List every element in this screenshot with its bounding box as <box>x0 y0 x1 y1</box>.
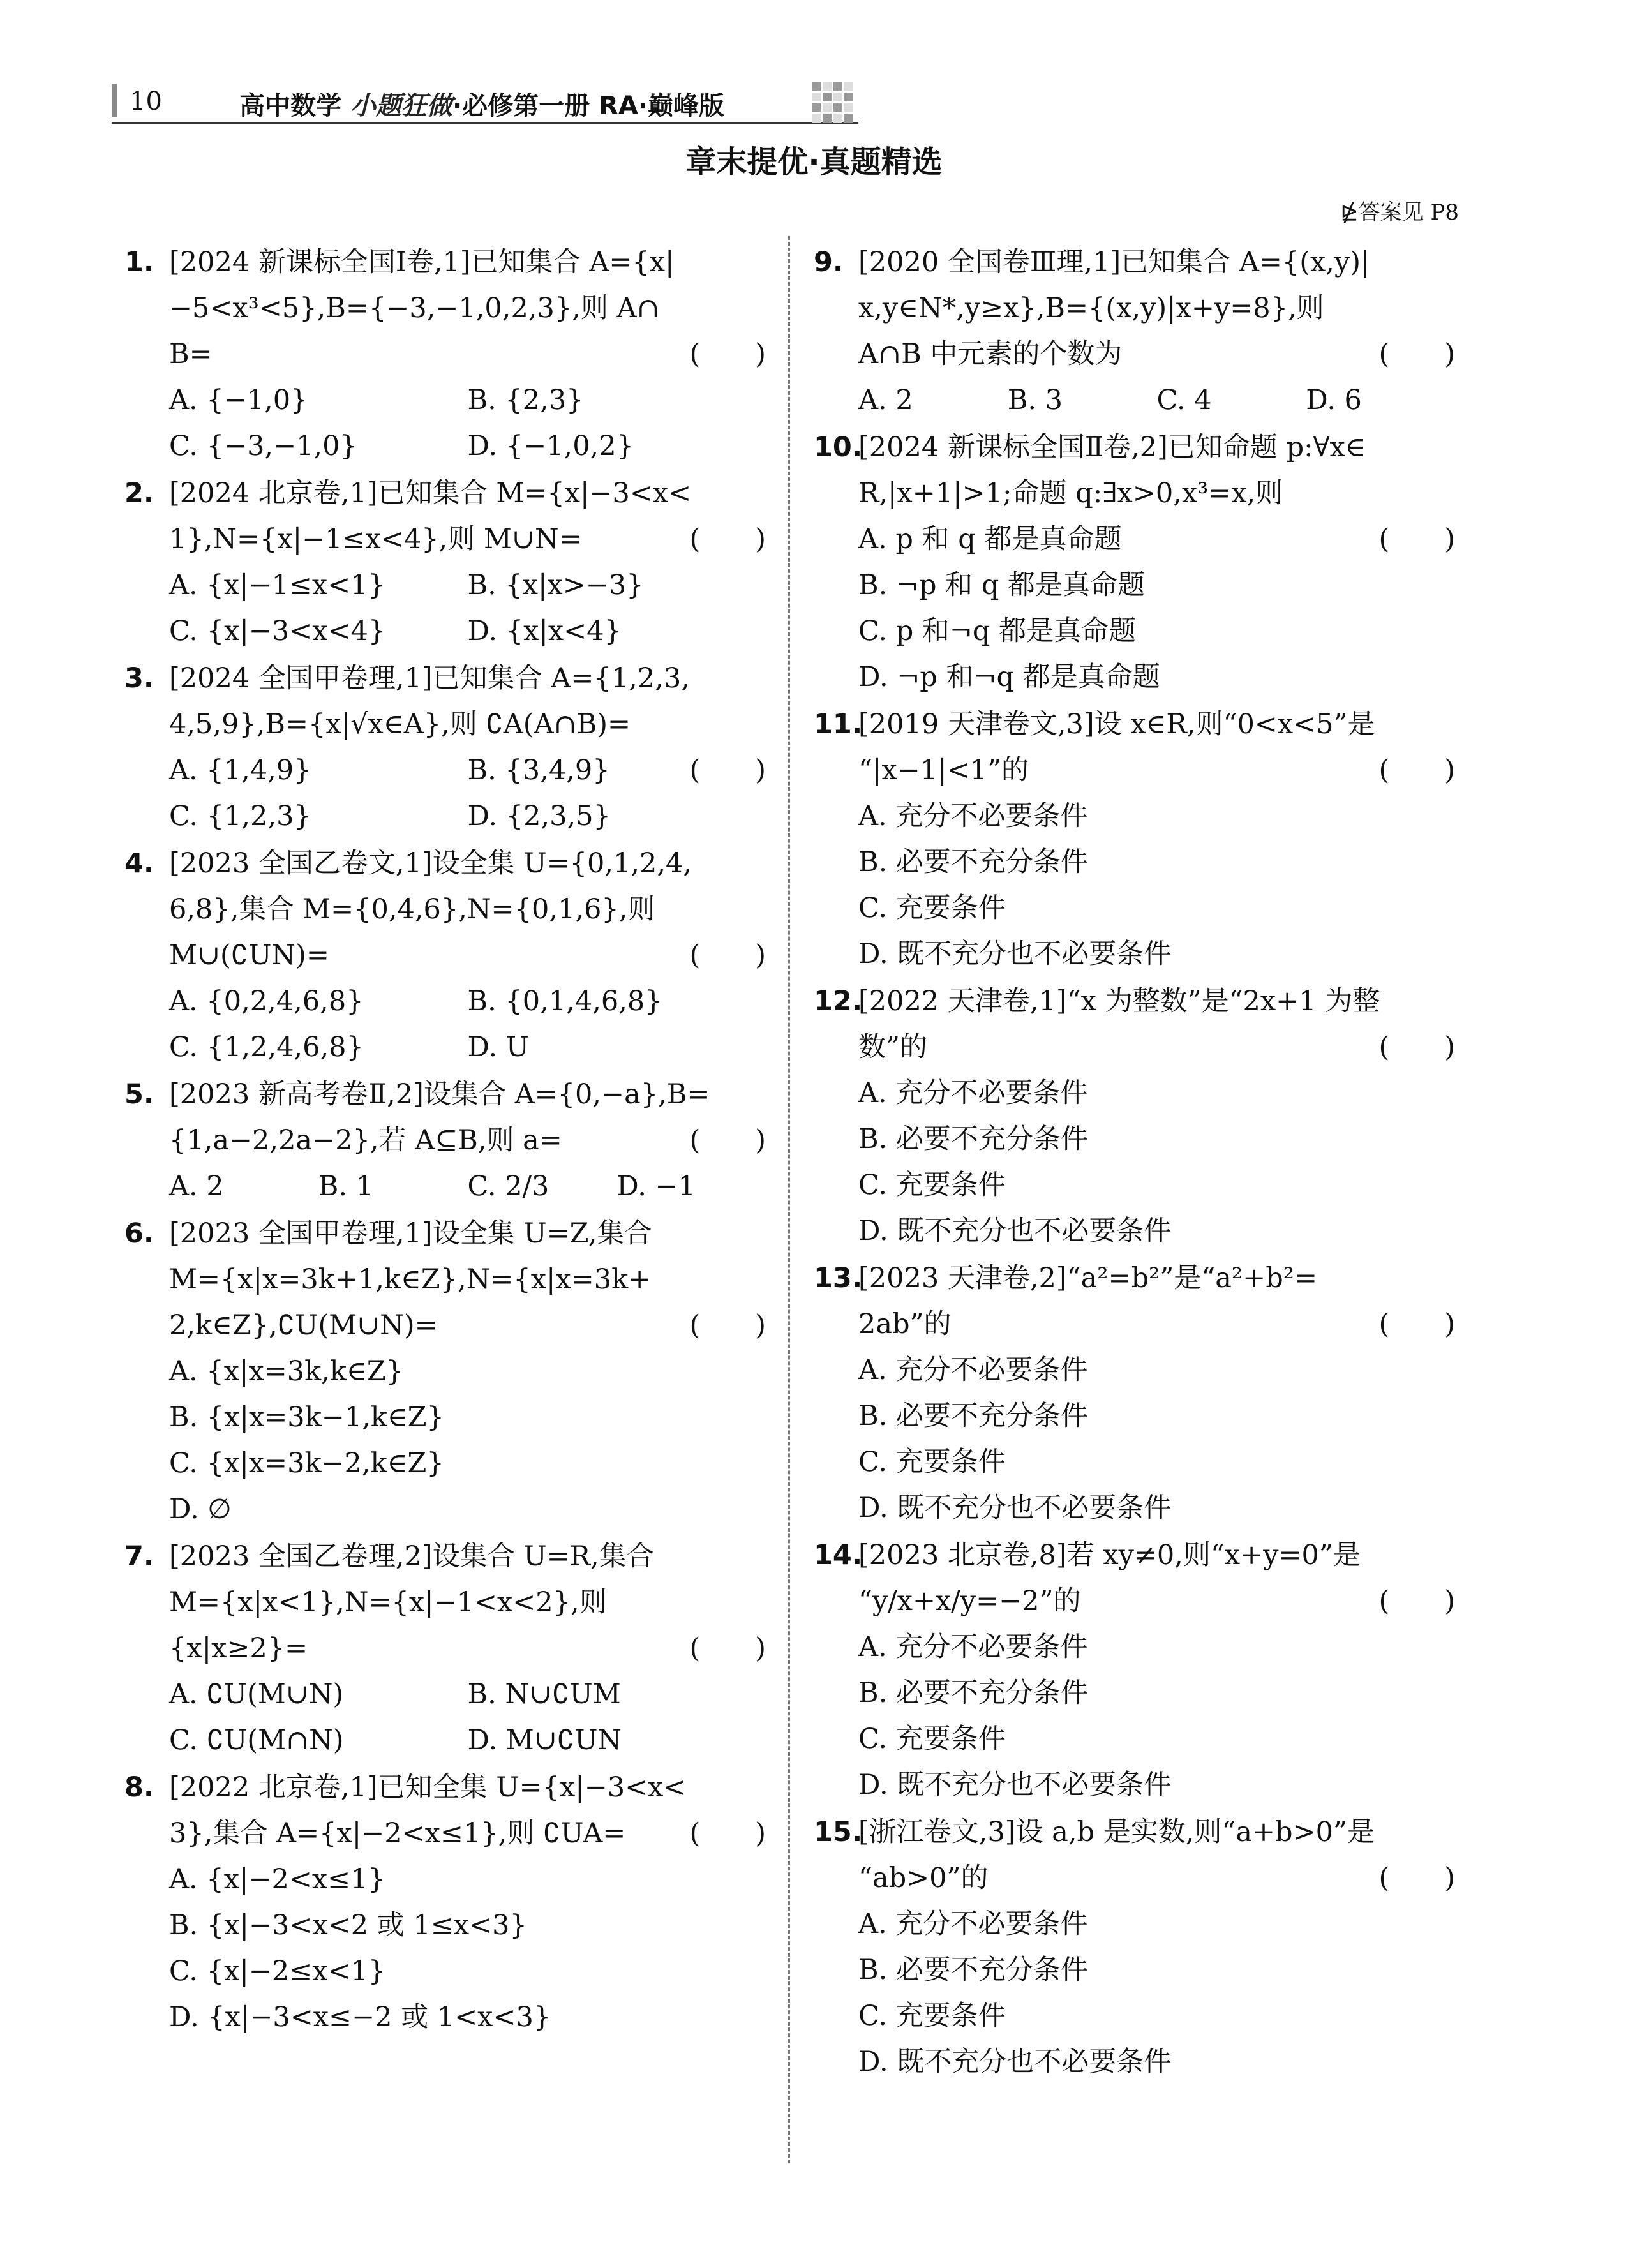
question-number: 9. <box>814 246 844 278</box>
option[interactable]: C. 充要条件 <box>858 1169 1006 1201</box>
question-line <box>124 655 766 701</box>
question-line <box>124 1810 766 1856</box>
option[interactable]: C. 充要条件 <box>858 892 1006 924</box>
options <box>124 1163 766 1209</box>
question-line <box>124 285 766 331</box>
question-line <box>124 239 766 285</box>
question-text: R,|x+1|>1;命题 q:∃x>0,x³=x,则 <box>858 477 1283 509</box>
question <box>814 1809 1455 2085</box>
option[interactable]: B. N∪∁UM <box>467 1678 621 1710</box>
header-rule <box>112 122 858 124</box>
options <box>814 377 1455 423</box>
question <box>814 1532 1455 1808</box>
option[interactable]: A. 充分不必要条件 <box>858 1077 1088 1109</box>
question-number: 5. <box>124 1078 154 1110</box>
option[interactable]: D. M∪∁UN <box>467 1724 622 1756</box>
option[interactable]: D. 既不充分也不必要条件 <box>858 1215 1172 1247</box>
question-line <box>814 470 1455 516</box>
question <box>124 1533 766 1763</box>
question-text: [2023 全国乙卷理,2]设集合 U=R,集合 <box>169 1541 654 1572</box>
page-header <box>112 82 858 120</box>
question-line <box>124 1579 766 1625</box>
question-line <box>124 1211 766 1257</box>
question-text: “|x−1|<1”的 <box>858 754 1029 786</box>
question-text: [2024 北京卷,1]已知集合 M={x|−3<x< <box>169 477 692 509</box>
question-text: [2019 天津卷文,3]设 x∈R,则“0<x<5”是 <box>858 708 1375 740</box>
question-number: 7. <box>124 1541 154 1572</box>
question-line <box>124 1625 766 1671</box>
option[interactable]: D. 既不充分也不必要条件 <box>858 1769 1172 1801</box>
question <box>124 470 766 654</box>
option[interactable]: B. {x|−3<x<2 或 1≤x<3} <box>169 1909 527 1941</box>
option[interactable]: A. ∁U(M∪N) <box>169 1678 344 1710</box>
answer-blank[interactable]: ( ) <box>1378 523 1455 555</box>
question-line <box>814 1024 1455 1070</box>
option[interactable]: C. 充要条件 <box>858 1446 1006 1478</box>
options <box>814 516 1455 700</box>
question-line <box>124 1764 766 1810</box>
question-number: 6. <box>124 1218 154 1250</box>
option[interactable]: C. p 和¬q 都是真命题 <box>858 615 1137 647</box>
question-text: 2ab”的 <box>858 1308 952 1340</box>
question-text: 1},N={x|−1≤x<4},则 M∪N= <box>169 523 582 555</box>
option[interactable]: B. {x|x=3k−1,k∈Z} <box>169 1401 444 1433</box>
section-title: 章末提优·真题精选 <box>685 144 943 180</box>
options <box>124 1348 766 1532</box>
question-line <box>814 978 1455 1024</box>
question-text: 2,k∈Z},∁U(M∪N)= <box>169 1309 438 1341</box>
question-number: 13. <box>814 1262 863 1294</box>
question-text: [2024 新课标全国Ⅰ卷,1]已知集合 A={x| <box>169 246 675 278</box>
question-text: [2023 新高考卷Ⅱ,2]设集合 A={0,−a},B= <box>169 1078 710 1110</box>
question-line <box>814 239 1455 285</box>
option[interactable]: A. {x|x=3k,k∈Z} <box>169 1355 403 1387</box>
question <box>124 655 766 839</box>
answer-blank[interactable]: ( ) <box>689 754 766 786</box>
option[interactable]: B. 必要不充分条件 <box>858 1400 1088 1432</box>
question-text: 3},集合 A={x|−2<x≤1},则 ∁UA= <box>169 1817 626 1849</box>
options <box>814 1070 1455 1254</box>
book-title <box>239 86 724 122</box>
option[interactable]: B. 必要不充分条件 <box>858 1677 1088 1709</box>
option[interactable]: D. 6 <box>1306 384 1362 416</box>
question-text: “y/x+x/y=−2”的 <box>858 1585 1081 1617</box>
question-text: [2024 全国甲卷理,1]已知集合 A={1,2,3, <box>169 662 690 694</box>
option[interactable]: B. 必要不充分条件 <box>858 1954 1088 1986</box>
answer-blank[interactable]: ( ) <box>689 1817 766 1849</box>
question-number: 12. <box>814 985 863 1017</box>
question-number: 4. <box>124 847 154 879</box>
answer-reference: ⋭答案见 P8 <box>1340 200 1459 225</box>
options <box>814 1347 1455 1531</box>
question-line <box>124 1257 766 1302</box>
question-text: [2023 全国乙卷文,1]设全集 U={0,1,2,4, <box>169 847 692 879</box>
option[interactable]: A. 充分不必要条件 <box>858 1631 1088 1663</box>
book-title-prefix: 高中数学 <box>239 91 341 121</box>
option[interactable]: B. ¬p 和 q 都是真命题 <box>858 569 1146 601</box>
question <box>124 239 766 469</box>
option[interactable]: B. {0,1,4,6,8} <box>467 985 662 1017</box>
question-text: “ab>0”的 <box>858 1862 989 1894</box>
answer-blank[interactable]: ( ) <box>1378 338 1455 370</box>
option[interactable]: D. −1 <box>616 1170 696 1202</box>
question-line <box>124 886 766 932</box>
options <box>814 793 1455 977</box>
question-number: 11. <box>814 708 863 740</box>
question-number: 1. <box>124 246 154 278</box>
answer-blank[interactable]: ( ) <box>689 1632 766 1664</box>
options <box>124 562 766 654</box>
option[interactable]: D. {2,3,5} <box>467 800 611 832</box>
question-text: B= <box>169 338 213 370</box>
question-text: M={x|x<1},N={x|−1<x<2},则 <box>169 1586 607 1618</box>
question-line <box>124 1302 766 1348</box>
question-text: [2024 新课标全国Ⅱ卷,2]已知命题 p:∀x∈ <box>858 431 1366 463</box>
question-text: [2022 北京卷,1]已知全集 U={x|−3<x< <box>169 1772 687 1803</box>
option[interactable]: C. {x|x=3k−2,k∈Z} <box>169 1447 444 1479</box>
question-line <box>814 1255 1455 1301</box>
question-number: 10. <box>814 431 863 463</box>
option[interactable]: D. {−1,0,2} <box>467 430 634 462</box>
option[interactable]: A. 充分不必要条件 <box>858 1908 1088 1940</box>
question-line <box>814 1578 1455 1624</box>
question-text: −5<x³<5},B={−3,−1,0,2,3},则 A∩ <box>169 292 660 324</box>
option[interactable]: C. {x|−3<x<4} <box>169 615 386 647</box>
option[interactable]: C. {1,2,4,6,8} <box>169 1031 364 1063</box>
options <box>814 1624 1455 1808</box>
question-number: 15. <box>814 1816 863 1848</box>
question-number: 3. <box>124 662 154 694</box>
left-column <box>124 239 766 2041</box>
question <box>814 978 1455 1254</box>
question-line <box>814 331 1455 377</box>
option[interactable]: A. 充分不必要条件 <box>858 800 1088 832</box>
book-title-suffix: ·必修第一册 RA·巅峰版 <box>452 91 725 121</box>
page-number: 10 <box>130 87 162 116</box>
option[interactable]: C. {x|−2≤x<1} <box>169 1955 386 1987</box>
question-line <box>124 701 766 747</box>
question-line <box>814 1855 1455 1901</box>
question-number: 8. <box>124 1772 154 1803</box>
option[interactable]: B. 3 <box>1007 384 1063 416</box>
question-text: {x|x≥2}= <box>169 1632 308 1664</box>
header-bar <box>112 84 117 117</box>
option[interactable]: D. 既不充分也不必要条件 <box>858 938 1172 970</box>
options <box>124 978 766 1070</box>
option[interactable]: C. ∁U(M∩N) <box>169 1724 344 1756</box>
answer-blank[interactable]: ( ) <box>689 1309 766 1341</box>
answer-blank[interactable]: ( ) <box>689 338 766 370</box>
question-line <box>124 932 766 978</box>
option[interactable]: A. {x|−1≤x<1} <box>169 569 385 601</box>
option[interactable]: B. 必要不充分条件 <box>858 1123 1088 1155</box>
answer-blank[interactable]: ( ) <box>689 939 766 971</box>
answer-blank[interactable]: ( ) <box>1378 1862 1455 1894</box>
option[interactable]: A. 2 <box>858 384 913 416</box>
answer-blank[interactable]: ( ) <box>689 523 766 555</box>
answer-blank[interactable]: ( ) <box>1378 1585 1455 1617</box>
option[interactable]: A. {0,2,4,6,8} <box>169 985 364 1017</box>
column-divider <box>788 236 790 2163</box>
question <box>124 1211 766 1532</box>
option[interactable]: A. 充分不必要条件 <box>858 1354 1088 1386</box>
question-line <box>124 1533 766 1579</box>
option[interactable]: B. {2,3} <box>467 384 584 416</box>
question-text: [2022 天津卷,1]“x 为整数”是“2x+1 为整 <box>858 985 1380 1017</box>
option[interactable]: A. {x|−2<x≤1} <box>169 1863 385 1895</box>
option[interactable]: A. 2 <box>169 1170 224 1202</box>
question-line <box>124 1071 766 1117</box>
question-line <box>814 701 1455 747</box>
question <box>124 1071 766 1209</box>
question-line <box>124 1117 766 1163</box>
question-text: [浙江卷文,3]设 a,b 是实数,则“a+b>0”是 <box>858 1816 1375 1848</box>
logo: 小题狂做 <box>350 91 452 121</box>
question-text: {1,a−2,2a−2},若 A⊆B,则 a= <box>169 1124 562 1156</box>
question-line <box>124 470 766 516</box>
option[interactable]: C. {−3,−1,0} <box>169 430 357 462</box>
answer-blank[interactable]: ( ) <box>689 1124 766 1156</box>
option[interactable]: C. 4 <box>1156 384 1212 416</box>
right-column <box>814 239 1455 2086</box>
question <box>814 1255 1455 1531</box>
question-text: [2023 全国甲卷理,1]设全集 U=Z,集合 <box>169 1218 652 1250</box>
question-text: 6,8},集合 M={0,4,6},N={0,1,6},则 <box>169 893 655 925</box>
question-line <box>814 424 1455 470</box>
answer-blank[interactable]: ( ) <box>1378 754 1455 786</box>
question-text: M∪(∁UN)= <box>169 939 329 971</box>
question-text: [2023 天津卷,2]“a²=b²”是“a²+b²= <box>858 1262 1317 1294</box>
option[interactable]: A. {−1,0} <box>169 384 308 416</box>
question-number: 14. <box>814 1539 863 1571</box>
question-line <box>124 331 766 377</box>
option[interactable]: B. 1 <box>318 1170 374 1202</box>
options <box>124 747 766 839</box>
option[interactable]: D. 既不充分也不必要条件 <box>858 1492 1172 1524</box>
option[interactable]: C. {1,2,3} <box>169 800 311 832</box>
option[interactable]: B. {3,4,9} <box>467 754 610 786</box>
options <box>124 1671 766 1763</box>
options <box>124 1856 766 2040</box>
question-line <box>814 1532 1455 1578</box>
question-line <box>814 747 1455 793</box>
option[interactable]: D. {x|−3<x≤−2 或 1<x<3} <box>169 2001 551 2033</box>
checker-decoration <box>812 82 853 123</box>
question <box>124 840 766 1070</box>
question <box>124 1764 766 2040</box>
question-number: 2. <box>124 477 154 509</box>
option[interactable]: D. ∅ <box>169 1493 232 1525</box>
question <box>814 239 1455 423</box>
option[interactable]: D. 既不充分也不必要条件 <box>858 2046 1172 2078</box>
option[interactable]: D. U <box>467 1031 530 1063</box>
question-line <box>124 840 766 886</box>
question <box>814 701 1455 977</box>
option[interactable]: A. p 和 q 都是真命题 <box>858 523 1122 555</box>
question-text: 数”的 <box>858 1031 927 1063</box>
question-text: A∩B 中元素的个数为 <box>858 338 1123 370</box>
option[interactable]: D. ¬p 和¬q 都是真命题 <box>858 661 1160 693</box>
question-text: M={x|x=3k+1,k∈Z},N={x|x=3k+ <box>169 1264 652 1295</box>
question-line <box>124 516 766 562</box>
question-text: [2020 全国卷Ⅲ理,1]已知集合 A={(x,y)| <box>858 246 1370 278</box>
option[interactable]: B. {x|x>−3} <box>467 569 644 601</box>
option[interactable]: C. 充要条件 <box>858 2000 1006 2032</box>
question-text: 4,5,9},B={x|√x∈A},则 ∁A(A∩B)= <box>169 708 631 740</box>
option[interactable]: D. {x|x<4} <box>467 615 622 647</box>
question-text: x,y∈N*,y≥x},B={(x,y)|x+y=8},则 <box>858 292 1324 324</box>
answer-blank[interactable]: ( ) <box>1378 1031 1455 1063</box>
option[interactable]: A. {1,4,9} <box>169 754 311 786</box>
option[interactable]: B. 必要不充分条件 <box>858 846 1088 878</box>
options <box>124 377 766 469</box>
option[interactable]: C. 2/3 <box>467 1170 549 1202</box>
question-line <box>814 1301 1455 1347</box>
question <box>814 424 1455 700</box>
options <box>814 1901 1455 2085</box>
question-text: [2023 北京卷,8]若 xy≠0,则“x+y=0”是 <box>858 1539 1361 1571</box>
answer-blank[interactable]: ( ) <box>1378 1308 1455 1340</box>
question-line <box>814 285 1455 331</box>
option[interactable]: C. 充要条件 <box>858 1723 1006 1755</box>
question-line <box>814 1809 1455 1855</box>
